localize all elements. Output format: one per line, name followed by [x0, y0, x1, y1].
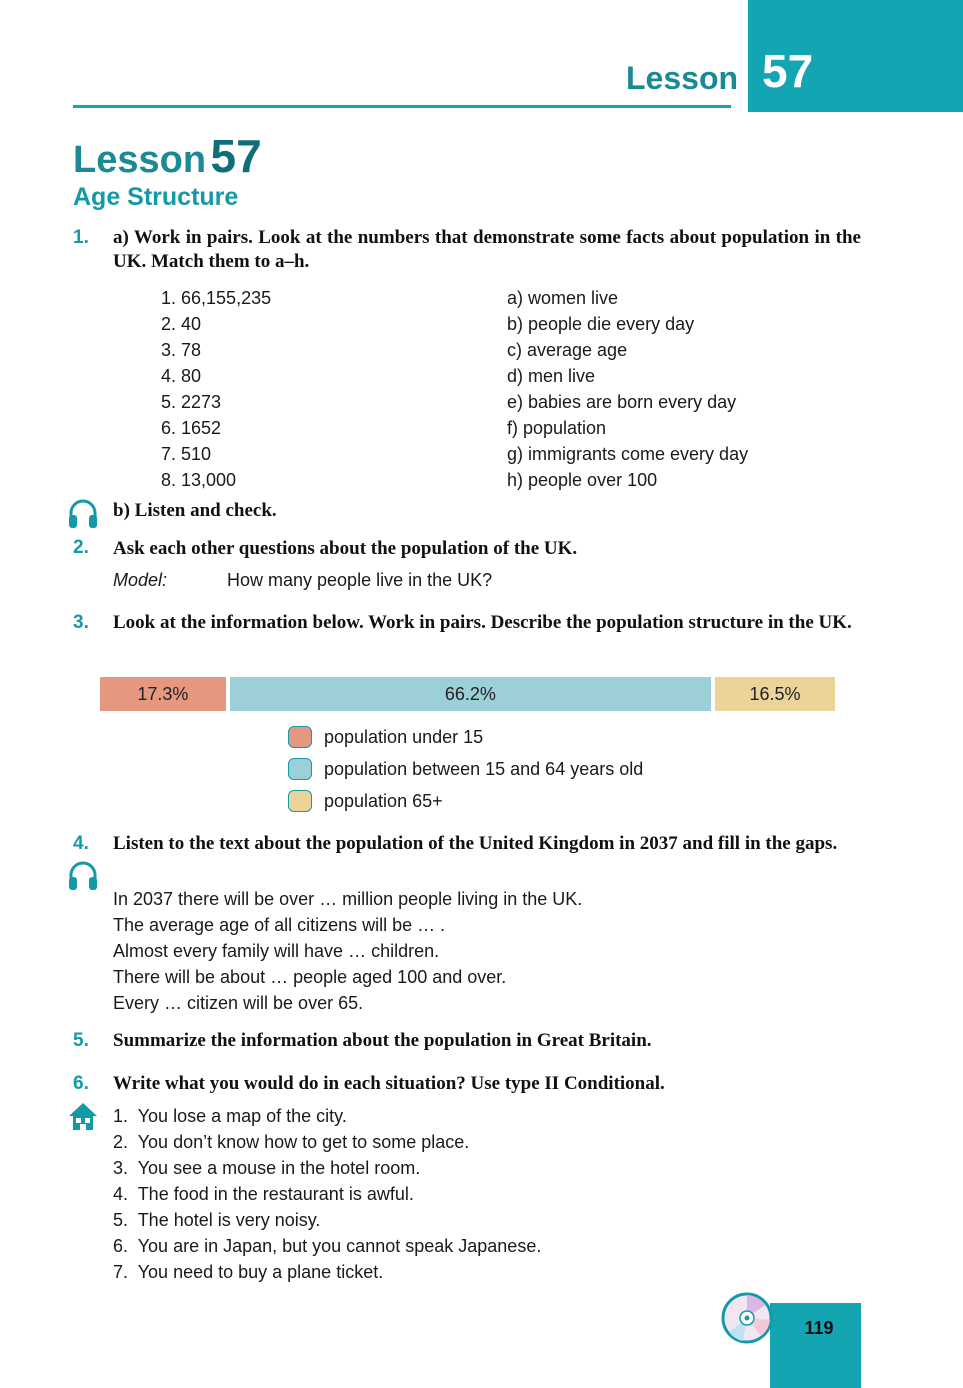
list-item: 3. You see a mouse in the hotel room.	[113, 1158, 421, 1178]
list-item: 7. 510	[161, 444, 212, 464]
task-5-number: 5.	[73, 1030, 89, 1051]
list-item: 5. The hotel is very noisy.	[113, 1210, 321, 1230]
model-label: Model:	[113, 570, 168, 590]
header-lesson-number: 57	[762, 45, 814, 97]
list-item: 4. 80	[161, 366, 202, 386]
legend-label: population under 15	[324, 727, 484, 747]
bar-label: 16.5%	[749, 684, 801, 704]
task-3-instruction: Look at the information below. Work in pairs. Describe the population structure in the UK.	[113, 612, 852, 633]
task-6-instruction: Write what you would do in each situation? Use type II Conditional.	[113, 1073, 665, 1094]
list-item: Every … citizen will be over 65.	[113, 993, 364, 1013]
list-item: d) men live	[507, 366, 596, 386]
bar-segment-65-plus	[715, 677, 835, 711]
numbers-list	[161, 285, 481, 493]
title-word: Lesson	[73, 139, 207, 181]
bar-segment-under-15	[100, 677, 226, 711]
bar-segment-15-64	[230, 677, 711, 711]
list-item: b) people die every day	[507, 314, 695, 334]
list-item: 6. You are in Japan, but you cannot speak Japanese.	[113, 1236, 542, 1256]
task-6-number: 6.	[73, 1073, 89, 1094]
list-item: 8. 13,000	[161, 470, 237, 490]
facts-list	[507, 285, 861, 493]
bar-label: 17.3%	[137, 684, 189, 704]
headphones-icon	[67, 860, 99, 892]
list-item: The average age of all citizens will be … .	[113, 915, 446, 935]
model-text: How many people live in the UK?	[227, 570, 493, 590]
list-item: 3. 78	[161, 340, 202, 360]
list-item: f) population	[507, 418, 607, 438]
task-1-number: 1.	[73, 227, 89, 248]
legend-label: population 65+	[324, 791, 443, 811]
list-item: 1. 66,155,235	[161, 288, 272, 308]
list-item: 1. You lose a map of the city.	[113, 1106, 347, 1126]
situations-list	[113, 1103, 861, 1285]
list-item: e) babies are born every day	[507, 392, 737, 412]
task-2-number: 2.	[73, 537, 89, 558]
list-item: a) women live	[507, 288, 619, 308]
title-number: 57	[210, 130, 262, 182]
page-title	[73, 130, 262, 182]
legend-swatch	[288, 726, 312, 748]
gap-fill-lines	[113, 886, 861, 1016]
header-rule	[73, 105, 731, 108]
list-item: 4. The food in the restaurant is awful.	[113, 1184, 414, 1204]
page-number: 119	[804, 1318, 834, 1338]
list-item: c) average age	[507, 340, 628, 360]
header-lesson-word: Lesson	[626, 60, 739, 96]
list-item: In 2037 there will be over … million people living in the UK.	[113, 889, 583, 909]
list-item: 5. 2273	[161, 392, 222, 412]
page-number-box	[770, 1303, 861, 1388]
task-1-instruction: a) Work in pairs. Look at the numbers that demonstrate some facts about population in the UK. Match them to a–h.	[113, 227, 861, 272]
list-item: 2. 40	[161, 314, 202, 334]
list-item: 6. 1652	[161, 418, 222, 438]
list-item: There will be about … people aged 100 and over.	[113, 967, 507, 987]
legend-swatch	[288, 758, 312, 780]
list-item: 2. You don’t know how to get to some place.	[113, 1132, 470, 1152]
task-3-number: 3.	[73, 612, 89, 633]
cd-icon	[721, 1292, 773, 1344]
task-5-instruction: Summarize the information about the population in Great Britain.	[113, 1030, 652, 1051]
headphones-icon	[67, 498, 99, 530]
list-item: 7. You need to buy a plane ticket.	[113, 1262, 384, 1282]
task-1b-instruction: b) Listen and check.	[113, 500, 277, 521]
task-4-instruction: Listen to the text about the population of the United Kingdom in 2037 and fill in the gaps.	[113, 833, 838, 854]
list-item: h) people over 100	[507, 470, 658, 490]
task-2-instruction: Ask each other questions about the population of the UK.	[113, 538, 578, 559]
population-structure-chart	[100, 677, 835, 711]
house-icon	[67, 1100, 99, 1132]
list-item: Almost every family will have … children.	[113, 941, 440, 961]
legend-swatch	[288, 790, 312, 812]
task-4-number: 4.	[73, 833, 89, 854]
bar-label: 66.2%	[444, 684, 496, 704]
page-subtitle: Age Structure	[73, 183, 239, 211]
list-item: g) immigrants come every day	[507, 444, 749, 464]
legend-label: population between 15 and 64 years old	[324, 759, 644, 779]
